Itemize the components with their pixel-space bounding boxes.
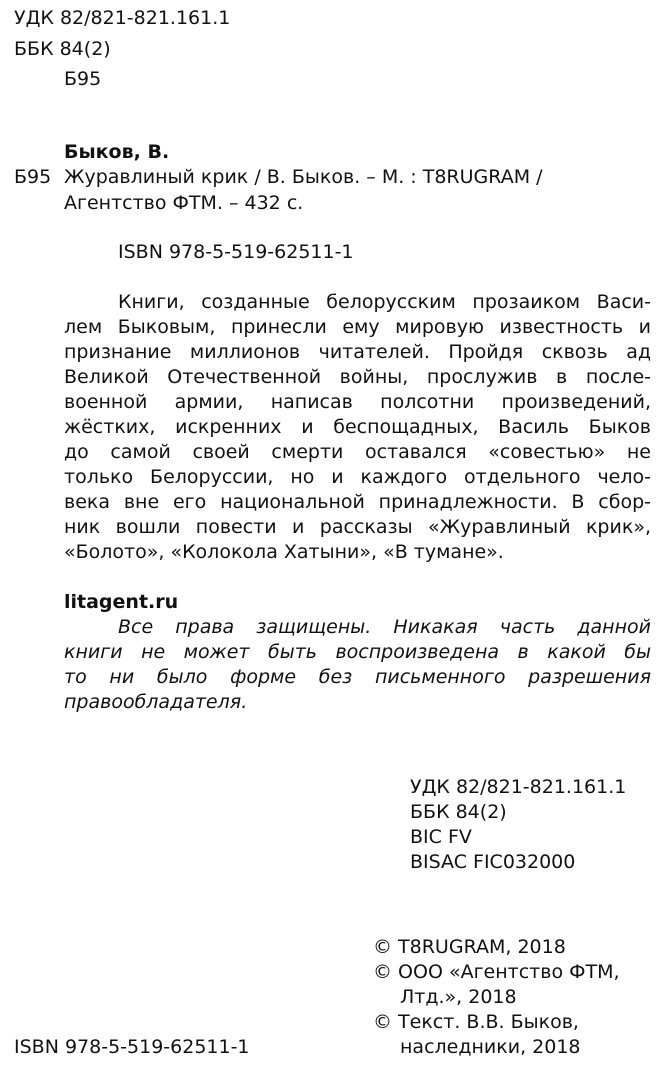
footer-isbn: ISBN 978-5-519-62511-1 (14, 1036, 250, 1058)
annotation-line: Книги, созданные белорусским прозаиком Васи- (118, 291, 651, 313)
copyright-line: © Текст. В.В. Быков, (373, 1011, 579, 1033)
copyright-line: © ООО «Агентство ФТМ, (373, 961, 620, 983)
record-left-code: Б95 (14, 166, 52, 188)
annotation-line: «Болото», «Колокола Хатыни», «В тумане». (64, 541, 504, 563)
annotation-line: только Белоруссии, но и каждого отдельного чело- (64, 466, 651, 488)
annotation-line: жёстких, искренних и беспощадных, Василь Быков (64, 416, 651, 438)
copyright-line: Лтд.», 2018 (400, 986, 517, 1008)
annotation-paragraph (64, 290, 651, 565)
classification-bbk: ББК 84(2) (410, 801, 507, 823)
header-bbk: ББК 84(2) (14, 38, 111, 60)
annotation-line: военной армии, написав полсотни произведений, (64, 391, 651, 413)
classification-bisac: BISAC FIC032000 (410, 851, 576, 873)
header-code: Б95 (64, 68, 102, 90)
copyright-line: © T8RUGRAM, 2018 (373, 936, 566, 958)
rights-line: Все права защищены. Никакая часть данной (118, 616, 651, 638)
classification-udk: УДК 82/821-821.161.1 (410, 776, 627, 798)
rights-notice (64, 615, 651, 715)
record-title-line-2: Агентство ФТМ. – 432 с. (64, 192, 304, 214)
rights-line: книги не может быть воспроизведена в какой бы (64, 641, 651, 663)
annotation-line: признание миллионов читателей. Пройдя сквозь ад (64, 341, 651, 363)
annotation-line: века вне его национальной принадлежности. В сбор- (64, 491, 651, 513)
record-title-line-1: Журавлиный крик / В. Быков. – М. : T8RUGRAM / (64, 166, 543, 188)
annotation-line: до самой своей смерти оставался «совестью» не (64, 441, 651, 463)
annotation-line: ник вошли повести и рассказы «Журавлиный крик», (64, 516, 651, 538)
site-name: litagent.ru (64, 591, 179, 613)
rights-line: то ни было форме без письменного разрешения (64, 666, 651, 688)
header-udk: УДК 82/821-821.161.1 (14, 7, 231, 29)
record-isbn: ISBN 978-5-519-62511-1 (118, 241, 354, 263)
annotation-line: лем Быковым, принесли ему мировую известность и (64, 316, 651, 338)
author-name: Быков, В. (64, 141, 170, 163)
copyright-line: наследники, 2018 (400, 1036, 581, 1058)
annotation-line: Великой Отечественной войны, прослужив в после- (64, 366, 651, 388)
rights-line: правообладателя. (64, 691, 248, 713)
classification-bic: BIC FV (410, 826, 472, 848)
